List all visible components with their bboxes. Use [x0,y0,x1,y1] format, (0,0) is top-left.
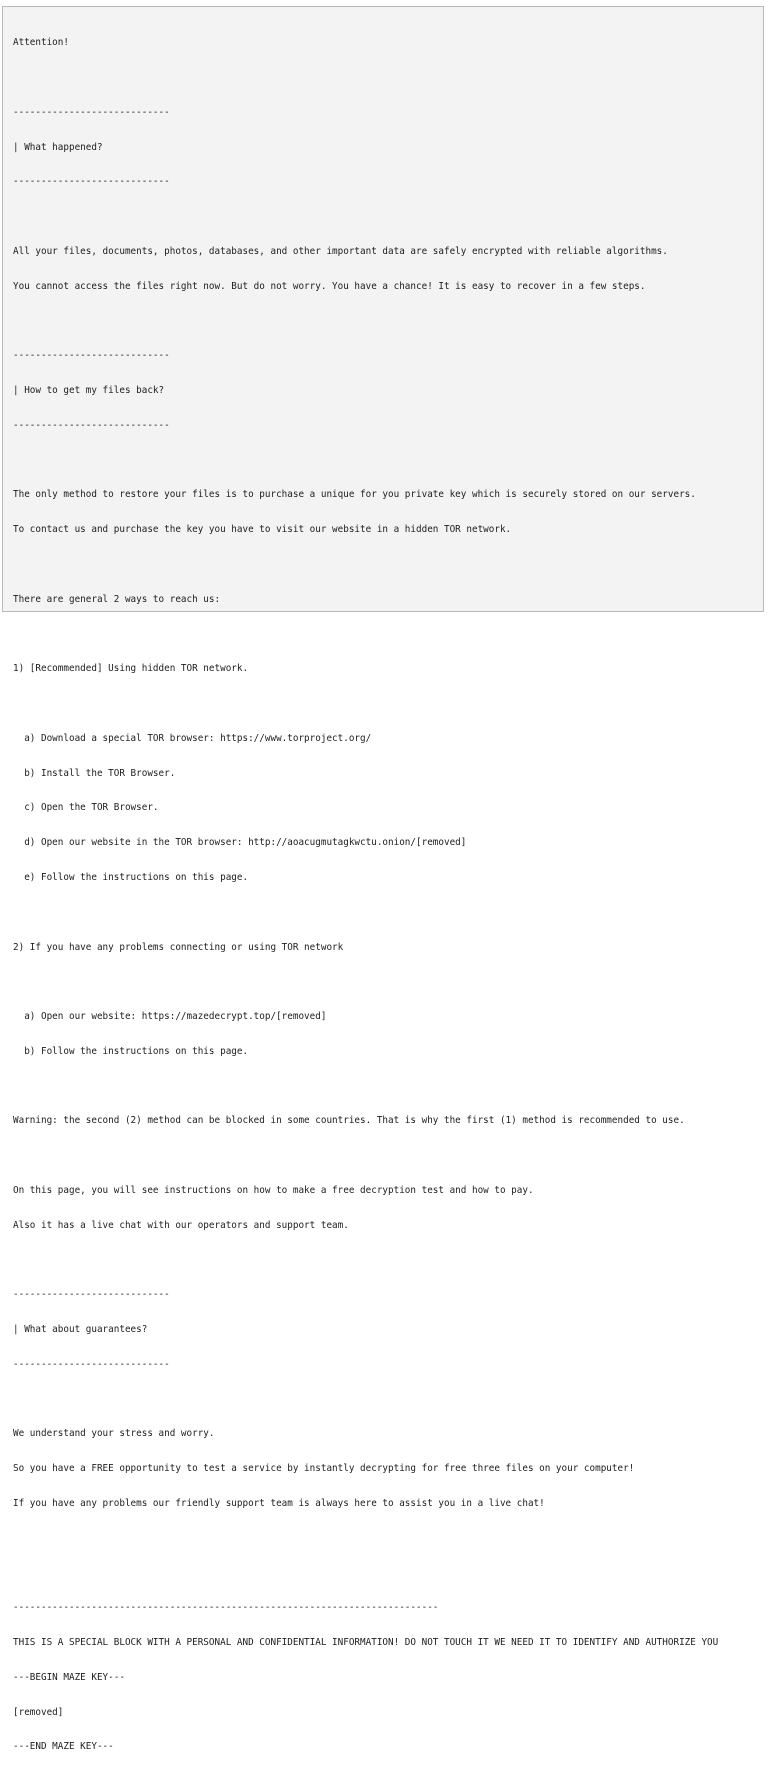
blank-line [13,1150,757,1162]
blank-line [13,628,757,640]
option-step: c) Open the TOR Browser. [13,802,159,814]
blank-line [13,315,757,327]
option-step: e) Follow the instructions on this page. [13,871,249,883]
blank-line [13,1255,757,1267]
section-rule: ---------------------------- [13,106,170,118]
paragraph-line: If you have any problems our friendly support team is always here to assist you in a live chat! [13,1498,545,1509]
section-heading-how-to-get-files-back: | How to get my files back? [13,385,165,396]
blank-line [13,698,757,710]
section-rule: ---------------------------- [13,350,170,362]
blank-line [13,1394,757,1406]
blank-line [13,1533,757,1545]
blank-line [13,1081,757,1093]
option-step: d) Open our website in the TOR browser: http://aoacugmutagkwctu.onion/[removed] [13,837,467,849]
option-heading: 1) [Recommended] Using hidden TOR network. [13,663,249,675]
section-rule: ---------------------------- [13,419,170,431]
ransom-note-panel [2,6,764,1753]
warning-line: Warning: the second (2) method can be blocked in some countries. That is why the first (1) method is recommended to use. [13,1115,685,1127]
section-rule: ---------------------------- [13,176,170,188]
option-step: b) Install the TOR Browser. [13,767,176,779]
paragraph-line: We understand your stress and worry. [13,1428,215,1440]
key-block-notice: THIS IS A SPECIAL BLOCK WITH A PERSONAL AND CONFIDENTIAL INFORMATION! DO NOT TOUCH IT WE NEED IT TO IDENTIFY AND AUTHORIZE YOU [13,1637,719,1649]
paragraph-line: Also it has a live chat with our operators and support team. [13,1219,349,1231]
paragraph-line: There are general 2 ways to reach us: [13,593,221,605]
option-step: b) Follow the instructions on this page. [13,1045,249,1057]
ransom-note-text [13,14,757,1753]
section-heading-what-happened: | What happened? [13,141,103,153]
section-rule: ---------------------------- [13,1289,170,1301]
paragraph-line: To contact us and purchase the key you have to visit our website in a hidden TOR network. [13,524,512,536]
key-end-marker: ---END MAZE KEY--- [13,1741,114,1753]
blank-line [13,72,757,84]
blank-line [13,976,757,988]
blank-line [13,1568,757,1580]
option-step: a) Download a special TOR browser: https://www.torproject.org/ [13,732,372,744]
paragraph-line: All your files, documents, photos, databases, and other important data are safely encrypted with reliable algorithms. [13,245,668,257]
blank-line [13,559,757,571]
paragraph-line: On this page, you will see instructions on how to make a free decryption test and how to pay. [13,1184,534,1196]
paragraph-line: You cannot access the files right now. But do not worry. You have a chance! It is easy to recover in a few steps. [13,280,646,292]
blank-line [13,907,757,919]
paragraph-line: The only method to restore your files is to purchase a unique for you private key which is securely stored on our servers. [13,489,696,501]
section-rule: ---------------------------- [13,1358,170,1370]
blank-line [13,455,757,467]
blank-line [13,211,757,223]
option-step: a) Open our website: https://mazedecrypt.top/[removed] [13,1011,327,1023]
section-heading-guarantees: | What about guarantees? [13,1324,148,1336]
attention-line: Attention! [13,37,69,49]
paragraph-line: So you have a FREE opportunity to test a service by instantly decrypting for free three files on your computer! [13,1463,635,1475]
key-begin-marker: ---BEGIN MAZE KEY--- [13,1671,125,1683]
option-heading: 2) If you have any problems connecting or using TOR network [13,941,344,953]
key-value: [removed] [13,1706,64,1718]
key-block-rule: ---------------------------------------------------------------------------- [13,1602,439,1614]
